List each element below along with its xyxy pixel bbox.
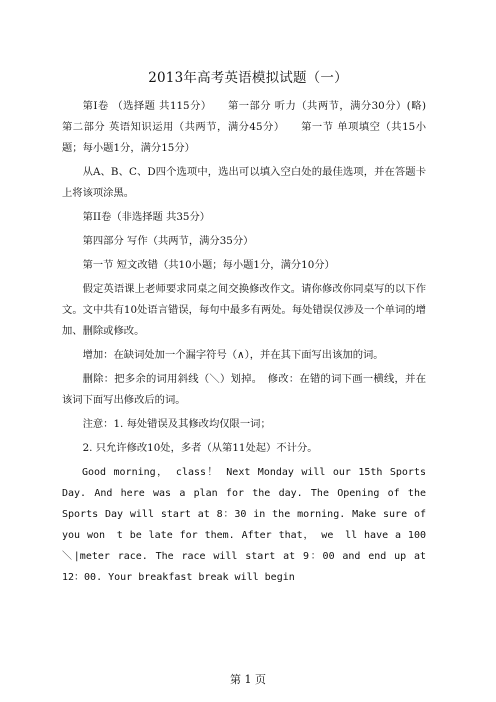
paragraph-note-1: 注意：1. 每处错误及其修改均仅限一词； — [82, 418, 271, 430]
page-title: 2013年高考英语模拟试题（一） — [148, 70, 348, 86]
paragraph-section-header: 第Ⅰ卷 （选择题 共115分） 第一部分 听力（共两节，满分30分）(略) 第二部分 英语知识运用（共两节，满分45分） 第一节 单项填空（共15小题；每小题1分，满分15分） — [62, 100, 447, 154]
english-passage: Good morning， class！ Next Monday will our 15th Sports Day. And here was a plan for the day. The Opening of the Sports Day will start at 8：30 in the morning. Make sure of you won t be late for them. After that， we ll have a 100＼|meter race. The race will start at 9：00 and end up at 12：00. Your breakfast break will begin — [62, 467, 426, 583]
paragraph-correction-task: 假定英语课上老师要求同桌之间交换修改作文。请你修改你同桌写的以下作文。文中共有10处语言错误，每句中最多有两处。每处错误仅涉及一个单词的增加、删除或修改。 — [62, 283, 426, 337]
paragraph-instructions: 从A、B、C、D四个选项中，选出可以填入空白处的最佳选项，并在答题卡上将该项涂黑。 — [62, 166, 426, 199]
document-body — [62, 96, 447, 591]
paragraph-writing-section: 第四部分 写作（共两节，满分35分） — [82, 235, 254, 247]
paragraph-add-rule: 增加：在缺词处加一个漏字符号（∧），并在其下面写出该加的词。 — [82, 349, 384, 361]
paragraph-delete-modify-rule: 删除：把多余的词用斜线（＼）划掉。 修改：在错的词下画一横线，并在该词下面写出修改后的词。 — [62, 373, 426, 406]
paragraph-correction-section: 第一节 短文改错（共10小题；每小题1分，满分10分） — [82, 259, 335, 271]
page-number: 第 1 页 — [230, 673, 266, 686]
paragraph-note-2: 2. 只允许修改10处，多者（从第11处起）不计分。 — [82, 442, 318, 454]
paragraph-part-two: 第II卷（非选择题 共35分） — [82, 211, 211, 223]
